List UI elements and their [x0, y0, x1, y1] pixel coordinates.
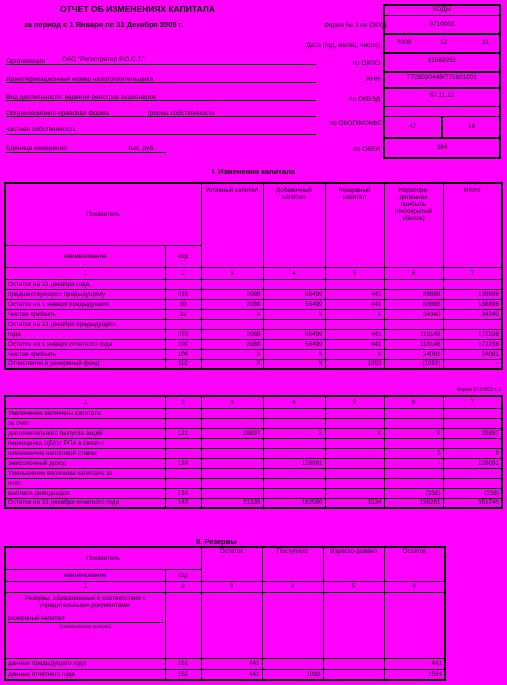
- row-code: 124: [165, 458, 201, 468]
- okved-value: 67.11.12: [429, 92, 455, 99]
- row-code: 110: [165, 359, 201, 369]
- unit-value: тыс. руб.: [128, 145, 155, 152]
- table-row: [5, 658, 445, 669]
- colnum: 4: [263, 267, 325, 279]
- row-value: X: [384, 428, 443, 438]
- okpo-label: по ОКПО: [352, 60, 380, 67]
- colnum: 2: [165, 396, 201, 408]
- row-value: [201, 468, 263, 478]
- row-value: [323, 658, 384, 669]
- row-value: [384, 478, 443, 488]
- row-value: [263, 448, 325, 458]
- row-value: [325, 488, 384, 498]
- table-row: [5, 408, 502, 418]
- row-value: [325, 448, 384, 458]
- r-header-used: Израсхо-довано: [323, 547, 384, 581]
- table-row: [5, 458, 502, 468]
- colnum: 6: [384, 581, 445, 592]
- ownership-label: форма собственности: [148, 110, 215, 117]
- row-value: X: [325, 309, 384, 319]
- row-value: 56499: [263, 299, 325, 309]
- colnum: 4: [262, 581, 323, 592]
- row-name: дополнительного выпуска акций: [5, 428, 165, 438]
- row-name: предшествующего предыдущему: [5, 289, 165, 299]
- activity-underline: [6, 100, 316, 101]
- ownership-underline: [6, 134, 316, 135]
- row-value: 9: [384, 448, 443, 458]
- row-name: Остаток на 1 января отчетного года: [5, 339, 165, 349]
- row-value: 1093: [262, 669, 323, 680]
- row-value: [263, 438, 325, 448]
- row-value: [201, 488, 263, 498]
- row-value: [263, 478, 325, 488]
- row-value: X: [263, 428, 325, 438]
- table-row: [5, 488, 502, 498]
- header-total: Итого: [443, 183, 502, 267]
- legal-form-label: Организационно-правовая форма: [6, 110, 109, 117]
- table-row: [5, 299, 502, 309]
- row-value: 9: [443, 448, 502, 458]
- row-code: 30: [165, 299, 201, 309]
- table-row: [5, 329, 502, 339]
- row-code: 32: [165, 309, 201, 319]
- row-value: 138896: [443, 289, 502, 299]
- row-code: 106: [165, 349, 201, 359]
- table-row: [5, 438, 502, 448]
- org-underline: [6, 64, 316, 65]
- table-row: [5, 289, 502, 299]
- row-code: 140: [165, 498, 201, 508]
- row-value: [201, 448, 263, 458]
- table-row: [5, 359, 502, 369]
- reserve-cell: [384, 592, 445, 658]
- row-code: 121: [165, 428, 201, 438]
- row-value: 441: [384, 658, 445, 669]
- row-value: 1534: [325, 498, 384, 508]
- r-header-received: Поступило: [262, 547, 323, 581]
- row-value: [263, 279, 325, 289]
- reserve-description: [5, 592, 165, 658]
- row-value: (236): [384, 488, 443, 498]
- row-name: Уменьшение величины капитала за: [5, 468, 165, 478]
- colnum: 3: [201, 581, 262, 592]
- table-row: [5, 468, 502, 478]
- row-value: [263, 408, 325, 418]
- capital-changes-table-continued: [4, 395, 503, 509]
- okei-value: 384: [436, 144, 448, 151]
- row-value: [201, 279, 263, 289]
- table-row: [5, 428, 502, 438]
- okei-label: по ОКЕИ: [353, 146, 380, 153]
- row-value: [443, 438, 502, 448]
- header-reserve-capital: Резервный капитал: [325, 183, 384, 267]
- table-row: [5, 478, 502, 488]
- column-numbers-row: [5, 267, 502, 279]
- row-value: [263, 418, 325, 428]
- colnum: 3: [201, 396, 263, 408]
- row-value: 113148: [384, 329, 443, 339]
- row-value: [201, 418, 263, 428]
- reserve-cell: [323, 592, 384, 658]
- row-value: 88868: [384, 299, 443, 309]
- row-value: [325, 279, 384, 289]
- row-value: 56499: [263, 329, 325, 339]
- date-day: 31: [482, 39, 490, 46]
- capital-changes-table: [4, 182, 503, 370]
- row-code: [165, 448, 201, 458]
- unit-underline: [6, 152, 166, 153]
- okud-value: 0710003: [429, 21, 455, 28]
- legal-underline: [6, 116, 316, 117]
- row-code: [165, 468, 201, 478]
- row-value: [443, 478, 502, 488]
- okved-label: по ОКВЭД: [349, 96, 380, 103]
- row-value: [384, 408, 443, 418]
- colnum: 7: [443, 396, 502, 408]
- table-row: [5, 498, 502, 508]
- row-value: 441: [325, 329, 384, 339]
- okfs-value: 16: [467, 123, 476, 130]
- row-value: -: [323, 669, 384, 680]
- r-header-balance: Остаток: [201, 547, 262, 581]
- row-name: Увеличение величины капитала: [5, 408, 165, 418]
- table-row: [5, 309, 502, 319]
- colnum: 2: [165, 581, 201, 592]
- table-row: [5, 319, 502, 329]
- row-value: [443, 408, 502, 418]
- row-value: [263, 468, 325, 478]
- row-value: -: [384, 458, 443, 468]
- table-row: [5, 418, 502, 428]
- colnum: 6: [384, 267, 443, 279]
- row-value: -: [443, 359, 502, 369]
- row-value: [443, 418, 502, 428]
- r-header-code: код: [165, 569, 201, 581]
- header-name: наименование: [5, 245, 165, 267]
- row-value: [263, 319, 325, 329]
- row-value: [325, 438, 384, 448]
- row-name: Остаток на 31 декабря года,: [5, 279, 165, 289]
- row-value: [201, 408, 263, 418]
- row-value: [443, 279, 502, 289]
- row-value: 182590: [263, 498, 325, 508]
- header-indicator: Показатель: [5, 183, 201, 245]
- date-label: Дата (год, месяц, число): [306, 42, 380, 49]
- row-value: 351740: [443, 498, 502, 508]
- reserve-name: резервный капитал: [8, 615, 163, 623]
- row-value: 31335: [201, 498, 263, 508]
- form-label: Форма № 3 по ОКУД: [324, 22, 387, 29]
- okopf-value: 47: [408, 123, 417, 130]
- report-period: за период с 1 Января по 31 Декабря 2009 г.: [24, 20, 184, 29]
- row-code: [165, 478, 201, 488]
- row-code: 100: [165, 339, 201, 349]
- row-value: 441: [325, 339, 384, 349]
- row-code: [165, 319, 201, 329]
- org-label: Организация: [6, 58, 46, 65]
- row-value: [384, 438, 443, 448]
- row-value: 56499: [263, 289, 325, 299]
- row-value: 1534: [384, 669, 445, 680]
- colnum: 6: [384, 396, 443, 408]
- ownership-row2: частная собственность: [6, 126, 76, 133]
- row-value: (236): [443, 488, 502, 498]
- reserve-cell: [201, 592, 262, 658]
- row-value: 34340: [443, 309, 502, 319]
- inn-underline: [6, 82, 316, 83]
- row-value: [325, 408, 384, 418]
- row-value: 2088: [201, 289, 263, 299]
- page-note: Форма 0710003 с.2: [456, 387, 501, 393]
- reserve-name-caption: (наименование резерва): [59, 623, 111, 629]
- row-name: Чистая прибыль: [5, 349, 165, 359]
- row-name: Остаток на 31 декабря отчетного года: [5, 498, 165, 508]
- row-code: [165, 279, 201, 289]
- colnum: 2: [165, 267, 201, 279]
- colnum: 1: [5, 396, 165, 408]
- row-value: 24081: [384, 349, 443, 359]
- row-code: 152: [165, 669, 201, 680]
- inn-value: 7726030449/771801001: [406, 74, 478, 81]
- row-value: 441: [325, 289, 384, 299]
- row-value: 28897: [201, 428, 263, 438]
- row-value: [201, 438, 263, 448]
- row-code: [165, 418, 201, 428]
- row-value: [325, 478, 384, 488]
- row-value: 441: [325, 299, 384, 309]
- row-name: Остаток на 1 января предыдущего: [5, 299, 165, 309]
- row-value: 2088: [201, 339, 263, 349]
- reserve-cell: [165, 592, 201, 658]
- row-value: 88868: [384, 289, 443, 299]
- table-row: [5, 349, 502, 359]
- row-value: [384, 468, 443, 478]
- colnum: 4: [263, 396, 325, 408]
- unit-label: Единица измерения: [6, 145, 67, 152]
- r-header-name: наименование: [5, 569, 165, 581]
- r-header-balance-end: Остаток: [384, 547, 445, 581]
- row-value: [201, 478, 263, 488]
- row-code: [165, 408, 201, 418]
- row-value: [325, 468, 384, 478]
- row-name: Чистая прибыль: [5, 309, 165, 319]
- table-row: [5, 339, 502, 349]
- reserves-table: [4, 546, 446, 681]
- row-value: X: [201, 349, 263, 359]
- row-code: 070: [165, 329, 201, 339]
- row-name: Остаток на 31 декабря предыдущего: [5, 319, 165, 329]
- reserve-desc-text: Резервы, образованные в соответствии с учредительными документами:: [24, 594, 146, 609]
- row-name: эмиссионный доход: [5, 458, 165, 468]
- row-value: [325, 418, 384, 428]
- section2-title: II. Резервы: [196, 537, 237, 546]
- org-name: ОАО "Регистратор Р.О.С.Т.": [62, 56, 145, 63]
- table-row: [5, 669, 445, 680]
- row-name: счет:: [5, 478, 165, 488]
- inn-code-label: ИНН: [365, 76, 380, 83]
- report-title: ОТЧЕТ ОБ ИЗМЕНЕНИЯХ КАПИТАЛА: [60, 4, 215, 14]
- r-header-indicator: Показатель: [5, 547, 201, 569]
- colnum: 1: [5, 267, 165, 279]
- okpo-value: 31569251: [427, 57, 457, 64]
- reserve-cell: [262, 592, 323, 658]
- row-value: -: [201, 458, 263, 468]
- row-value: 1093: [325, 359, 384, 369]
- colnum: 5: [325, 267, 384, 279]
- row-value: X: [325, 349, 384, 359]
- colnum: 7: [443, 267, 502, 279]
- row-value: [384, 279, 443, 289]
- row-value: [262, 658, 323, 669]
- row-value: [443, 468, 502, 478]
- row-value: [325, 319, 384, 329]
- okopf-label: по ОКОПФ/ОКФС: [329, 120, 382, 127]
- colnum: 5: [325, 396, 384, 408]
- header-code: код: [165, 245, 201, 267]
- header-retained-earnings: Нераспре-деленная прибыль (непокрытый убыток): [384, 183, 443, 267]
- row-value: 34340: [384, 309, 443, 319]
- row-value: 441: [201, 669, 262, 680]
- row-value: [384, 418, 443, 428]
- row-value: 136281: [384, 498, 443, 508]
- row-name: года: [5, 329, 165, 339]
- row-name: изменением налоговой ставки: [5, 448, 165, 458]
- row-value: X: [263, 359, 325, 369]
- row-value: -: [325, 458, 384, 468]
- row-value: 138896: [443, 299, 502, 309]
- table-row: [5, 448, 502, 458]
- row-name: данные предыдущего года: [5, 658, 165, 669]
- row-value: X: [263, 349, 325, 359]
- row-value: 441: [201, 658, 262, 669]
- row-code: [165, 438, 201, 448]
- row-value: 172236: [443, 339, 502, 349]
- column-numbers-row: [5, 396, 502, 408]
- row-value: [384, 319, 443, 329]
- row-value: X: [201, 359, 263, 369]
- header-additional-capital: Добавочный капитал: [263, 183, 325, 267]
- row-code: 151: [165, 658, 201, 669]
- row-value: X: [201, 309, 263, 319]
- table-row: [5, 279, 502, 289]
- row-value: 56499: [263, 339, 325, 349]
- row-name: Отчисления в резервный фонд: [5, 359, 165, 369]
- colnum: 3: [201, 267, 263, 279]
- inn-label: Идентификационный номер налогоплательщика: [6, 76, 154, 83]
- row-value: 24081: [443, 349, 502, 359]
- row-value: X: [263, 309, 325, 319]
- header-charter-capital: Уставный капитал: [201, 183, 263, 267]
- row-value: (1093): [384, 359, 443, 369]
- row-value: 172236: [443, 329, 502, 339]
- colnum: 5: [323, 581, 384, 592]
- row-name: выплата дивидендов: [5, 488, 165, 498]
- row-name: переоценка ЦБ(по РПА в связи с: [5, 438, 165, 448]
- row-value: 2088: [201, 329, 263, 339]
- row-name: за счет:: [5, 418, 165, 428]
- row-value: 113148: [384, 339, 443, 349]
- row-value: X: [325, 428, 384, 438]
- row-value: 126091: [443, 458, 502, 468]
- section1-title: I. Изменения капитала: [211, 167, 296, 176]
- row-value: [263, 488, 325, 498]
- column-numbers-row: [5, 581, 445, 592]
- row-code: 134: [165, 488, 201, 498]
- activity-label: Вид деятельности: ведение реестров акционеров: [6, 94, 157, 101]
- row-value: [443, 319, 502, 329]
- row-code: 010: [165, 289, 201, 299]
- row-value: 126091: [263, 458, 325, 468]
- row-value: 28897: [443, 428, 502, 438]
- date-year: 2009: [397, 39, 412, 46]
- colnum: 1: [5, 581, 165, 592]
- row-value: [201, 319, 263, 329]
- row-name: данные отчетного года: [5, 669, 165, 680]
- date-month: 12: [440, 39, 448, 46]
- codes-header: КОДЫ: [432, 6, 452, 13]
- row-value: 2088: [201, 299, 263, 309]
